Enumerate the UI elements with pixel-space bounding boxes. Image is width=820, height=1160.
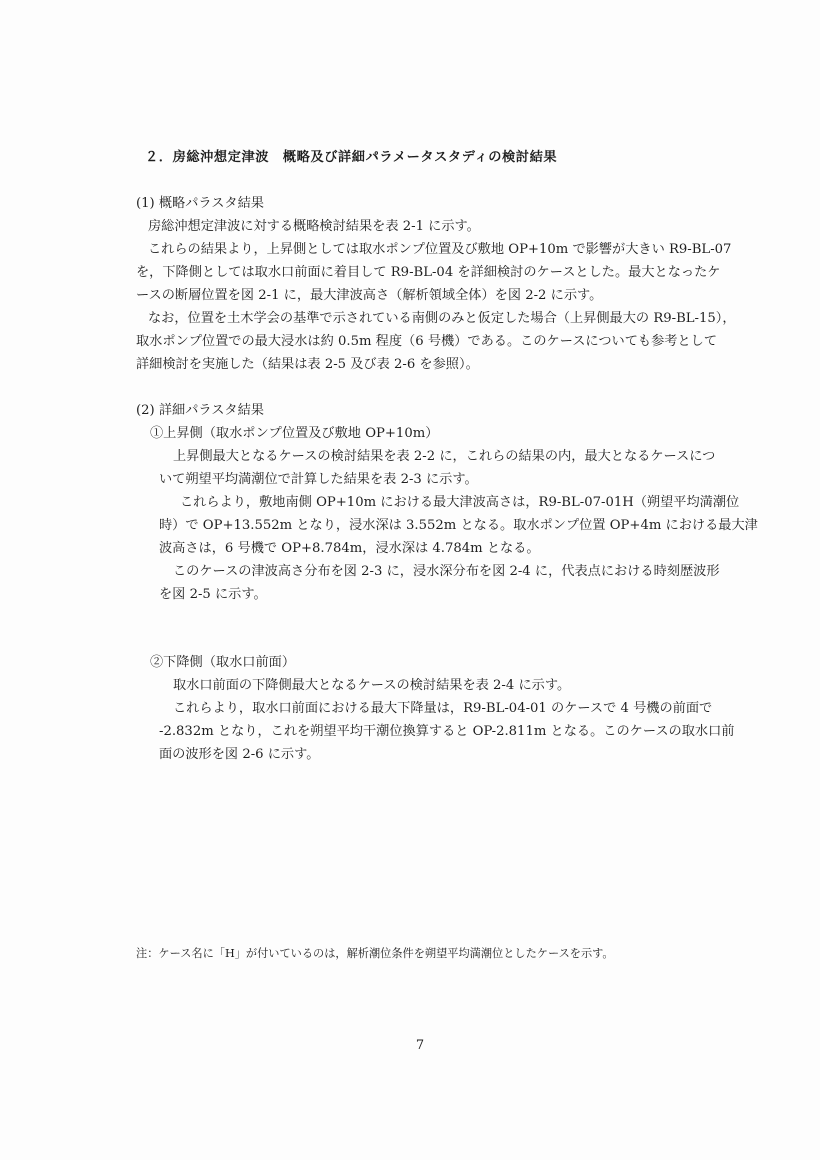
section-1-line-3: を，下降側としては取水口前面に着目して R9-BL-04 を詳細検討のケースとした。最大となったケ — [136, 265, 721, 280]
part-1-line-4: 時）で OP+13.552m となり，浸水深は 3.552m となる。取水ポンプ位置 OP+4m における最大津 — [159, 518, 758, 533]
section-1-line-6: 取水ポンプ位置での最大浸水は約 0.5m 程度（6 号機）である。このケースについても参考として — [136, 334, 718, 349]
section-1-line-1: 房総沖想定津波に対する概略検討結果を表 2-1 に示す。 — [148, 219, 480, 234]
part-1-line-2: いて朔望平均満潮位で計算した結果を表 2-3 に示す。 — [159, 472, 478, 487]
footnote: 注：ケース名に「H」が付いているのは，解析潮位条件を朔望平均満潮位としたケースを示す。 — [136, 947, 614, 960]
part-1-line-7: を図 2-5 に示す。 — [159, 587, 267, 602]
page-number: 7 — [415, 1038, 425, 1053]
part-1-line-6: このケースの津波高さ分布を図 2-3 に，浸水深分布を図 2-4 に，代表点における時刻歴波形 — [173, 564, 720, 579]
part-1-line-5: 波高さは，6 号機で OP+8.784m，浸水深は 4.784m となる。 — [159, 541, 540, 556]
part-2-title: ②下降側（取水口前面） — [150, 655, 296, 670]
section-1-line-2: これらの結果より，上昇側としては取水ポンプ位置及び敷地 OP+10m で影響が大きい R9-BL-07 — [148, 242, 732, 257]
section-2-title: (2) 詳細パラスタ結果 — [136, 403, 264, 418]
section-1-line-7: 詳細検討を実施した（結果は表 2-5 及び表 2-6 を参照）。 — [136, 357, 479, 372]
section-1-title: (1) 概略パラスタ結果 — [136, 196, 264, 211]
part-2-line-2: これらより，取水口前面における最大下降量は，R9-BL-04-01 のケースで 4 号機の前面で — [173, 701, 713, 716]
part-1-title: ①上昇側（取水ポンプ位置及び敷地 OP+10m） — [150, 426, 439, 441]
section-1-line-4: ースの断層位置を図 2-1 に，最大津波高さ（解析領域全体）を図 2-2 に示す。 — [136, 288, 603, 303]
part-1-line-3: これらより，敷地南側 OP+10m における最大津波高さは，R9-BL-07-01H（朔望平均満潮位 — [180, 495, 740, 510]
part-2-line-4: 面の波形を図 2-6 に示す。 — [159, 747, 320, 762]
part-2-line-1: 取水口前面の下降側最大となるケースの検討結果を表 2-4 に示す。 — [173, 678, 571, 693]
part-2-line-3: -2.832m となり，これを朔望平均干潮位換算すると OP-2.811m となる。このケースの取水口前 — [159, 724, 735, 739]
section-heading: ２．房総沖想定津波 概略及び詳細パラメータスタディの検討結果 — [145, 150, 558, 165]
part-1-line-1: 上昇側最大となるケースの検討結果を表 2-2 に，これらの結果の内，最大となるケースにつ — [173, 449, 716, 464]
section-1-line-5: なお，位置を土木学会の基準で示されている南側のみと仮定した場合（上昇側最大の R9-BL-15）， — [148, 311, 736, 326]
